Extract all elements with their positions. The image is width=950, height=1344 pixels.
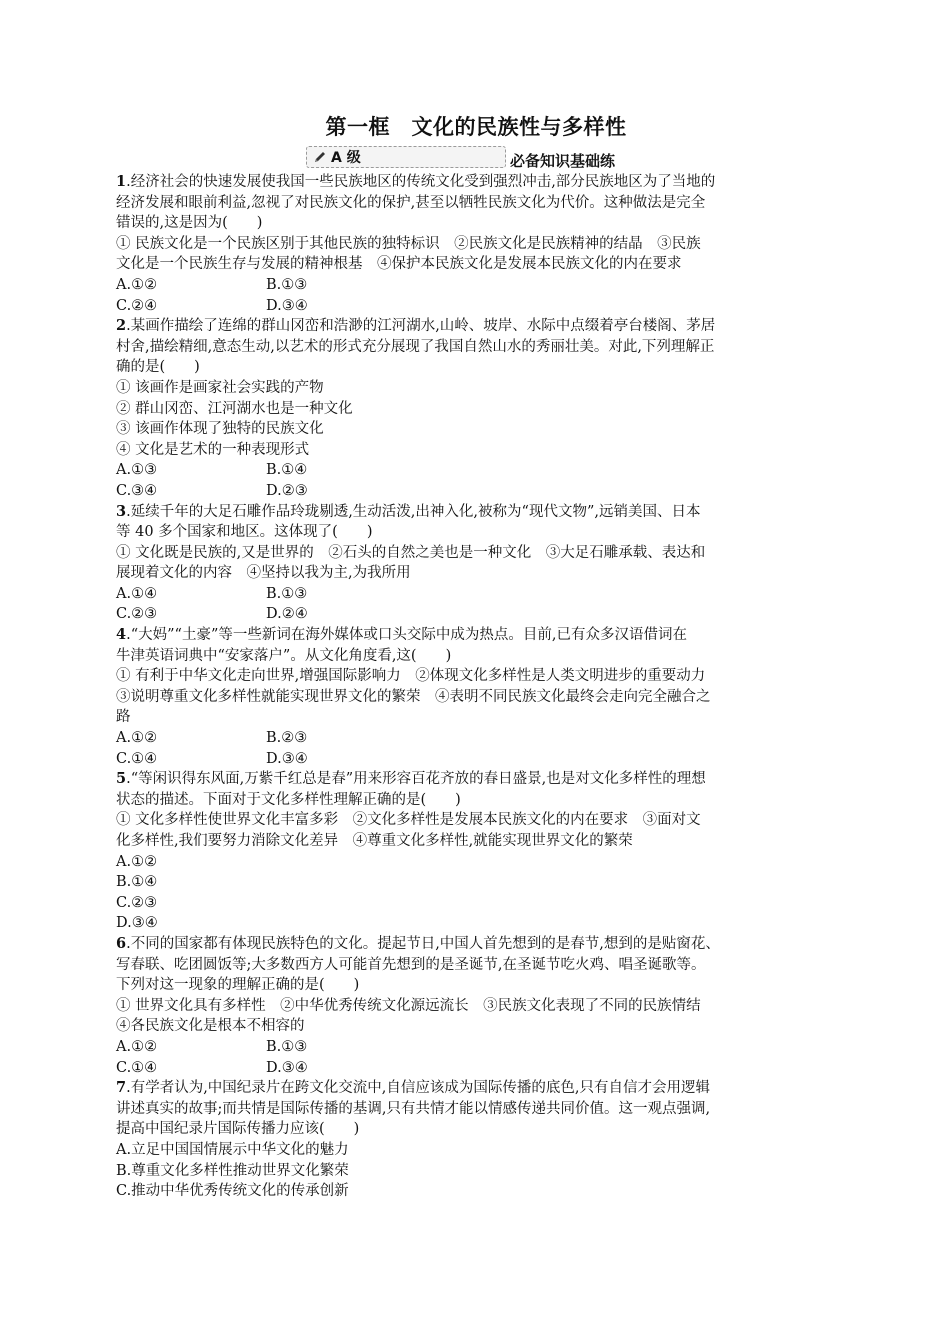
worksheet-page (116, 112, 836, 1202)
question-line (116, 769, 836, 790)
answer-option[interactable]: B.①③ (266, 276, 308, 293)
answer-options-row (116, 460, 836, 481)
question-number: 6 (116, 934, 127, 952)
answer-options-row (116, 1161, 836, 1182)
answer-option[interactable]: B.尊重文化多样性推动世界文化繁荣 (116, 1162, 349, 1179)
question-text: .经济社会的快速发展使我国一些民族地区的传统文化受到强烈冲击,部分民族地区为了当地的 (126, 174, 716, 190)
answer-option[interactable]: B.①④ (266, 462, 308, 479)
answer-option[interactable]: D.③④ (266, 750, 308, 767)
question-text: 状态的描述。下面对于文化多样性理解正确的是( ) (116, 791, 461, 808)
question-text: 村舍,描绘精细,意态生动,以艺术的形式充分展现了我国自然山水的秀丽壮美。对此,下列理解正 (116, 338, 715, 355)
answer-option[interactable]: C.①④ (116, 750, 158, 767)
question-line (116, 378, 836, 399)
question-line (116, 955, 836, 976)
question-line (116, 419, 836, 440)
question-line (116, 1119, 836, 1140)
question-text: 确的是( ) (116, 359, 200, 376)
question-line (116, 646, 836, 667)
answer-option[interactable]: C.②④ (116, 297, 158, 314)
question-text: .延续千年的大足石雕作品玲珑剔透,生动活泼,出神入化,被称为“现代文物”,远销美国、日本 (126, 503, 701, 520)
answer-options-row (116, 852, 836, 873)
answer-options-row (116, 1058, 836, 1079)
question-text: 牛津英语词典中“安家落户”。从文化角度看,这( ) (116, 647, 452, 664)
question-text: .某画作描绘了连绵的群山冈峦和浩渺的江河湖水,山岭、坡岸、水际中点缀着亭台楼阁、茅居 (126, 318, 716, 335)
question-line (116, 1016, 836, 1037)
question-line (116, 831, 836, 852)
answer-option[interactable]: B.②③ (266, 730, 308, 747)
question-text: 路 (116, 709, 131, 726)
question-text: ① 该画作是画家社会实践的产物 (116, 379, 324, 396)
question-text: 提高中国纪录片国际传播力应该( ) (116, 1121, 360, 1138)
question-line (116, 996, 836, 1017)
answer-option[interactable]: B.①③ (266, 585, 308, 602)
question-text: ② 群山冈峦、江河湖水也是一种文化 (116, 400, 353, 417)
question-text: 写春联、吃团圆饭等;大多数西方人可能首先想到的是圣诞节,在圣诞节吃火鸡、唱圣诞歌等。 (116, 956, 706, 973)
answer-option[interactable]: C.推动中华优秀传统文化的传承创新 (116, 1183, 349, 1200)
question-line (116, 790, 836, 811)
answer-options-row (116, 893, 836, 914)
question-text: 经济发展和眼前利益,忽视了对民族文化的保护,甚至以牺牲民族文化为代价。这种做法是完全 (116, 194, 706, 211)
question-text: 文化是一个民族生存与发展的精神根基 ④保护本民族文化是发展本民族文化的内在要求 (116, 256, 682, 273)
level-badge-label: A 级 (331, 150, 361, 166)
question-line (116, 357, 836, 378)
question-text: ④各民族文化是根本不相容的 (116, 1018, 305, 1035)
question-7 (116, 1078, 836, 1202)
level-badge (306, 146, 506, 168)
question-number: 2 (116, 317, 127, 335)
question-text: ① 有利于中华文化走向世界,增强国际影响力 ②体现文化多样性是人类文明进步的重要动力 (116, 668, 706, 685)
question-line (116, 234, 836, 255)
question-text: 错误的,这是因为( ) (116, 215, 263, 232)
answer-option[interactable]: C.①④ (116, 1059, 158, 1076)
answer-options-row (116, 584, 836, 605)
question-2 (116, 316, 836, 501)
question-text: ③ 该画作体现了独特的民族文化 (116, 421, 324, 438)
answer-option[interactable]: D.③④ (116, 915, 158, 932)
question-line (116, 687, 836, 708)
section-header (116, 144, 836, 170)
answer-option[interactable]: A.①③ (116, 462, 158, 479)
question-text: .有学者认为,中国纪录片在跨文化交流中,自信应该成为国际传播的底色,只有自信才会用逻辑 (126, 1080, 711, 1097)
question-text: 化多样性,我们要努力消除文化差异 ④尊重文化多样性,就能实现世界文化的繁荣 (116, 833, 633, 849)
question-number: 3 (116, 502, 127, 520)
question-line (116, 543, 836, 564)
question-line (116, 625, 836, 646)
question-text: 等 40 多个国家和地区。这体现了( ) (116, 524, 373, 541)
question-line (116, 172, 836, 193)
question-line (116, 193, 836, 214)
page-title: 第一框 文化的民族性与多样性 (325, 115, 627, 139)
answer-option[interactable]: B.①④ (116, 874, 158, 891)
question-3 (116, 502, 836, 626)
answer-option[interactable]: C.②③ (116, 606, 158, 623)
question-line (116, 666, 836, 687)
question-line (116, 810, 836, 831)
question-text: ① 民族文化是一个民族区别于其他民族的独特标识 ②民族文化是民族精神的结晶 ③民族 (116, 235, 701, 252)
answer-options-row (116, 275, 836, 296)
question-5 (116, 769, 836, 934)
question-line (116, 707, 836, 728)
question-text: ④ 文化是艺术的一种表现形式 (116, 441, 310, 458)
question-line (116, 1078, 836, 1099)
question-text: .“大妈”“土豪”等一些新词在海外媒体或口头交际中成为热点。目前,已有众多汉语借词在 (126, 627, 687, 644)
question-line (116, 337, 836, 358)
question-line (116, 975, 836, 996)
answer-options-row (116, 296, 836, 317)
question-line (116, 254, 836, 275)
question-1 (116, 172, 836, 316)
question-text: ③说明尊重文化多样性就能实现世界文化的繁荣 ④表明不同民族文化最终会走向完全融合之 (116, 688, 711, 705)
question-line (116, 399, 836, 420)
question-line (116, 563, 836, 584)
question-text: ① 文化既是民族的,又是世界的 ②石头的自然之美也是一种文化 ③大足石雕承载、表达和 (116, 544, 706, 561)
answer-options-row (116, 604, 836, 625)
answer-options-row (116, 481, 836, 502)
question-line (116, 213, 836, 234)
answer-options-row (116, 1037, 836, 1058)
question-text: 下列对这一现象的理解正确的是( ) (116, 977, 360, 994)
question-line (116, 502, 836, 523)
question-number: 7 (116, 1079, 127, 1097)
question-line (116, 934, 836, 955)
answer-option[interactable]: D.③④ (266, 1059, 308, 1076)
answer-options-row (116, 872, 836, 893)
question-text: .不同的国家都有体现民族特色的文化。提起节日,中国人首先想到的是春节,想到的是贴窗花、 (126, 935, 720, 952)
question-text: ① 文化多样性使世界文化丰富多彩 ②文化多样性是发展本民族文化的内在要求 ③面对文 (116, 812, 701, 829)
answer-options-row (116, 1181, 836, 1202)
question-line (116, 522, 836, 543)
answer-option[interactable]: A.①② (116, 730, 158, 747)
question-6 (116, 934, 836, 1078)
answer-option[interactable]: B.①③ (266, 1038, 308, 1055)
answer-option[interactable]: D.③④ (266, 297, 308, 314)
answer-option[interactable]: C.②③ (116, 894, 158, 911)
question-line (116, 316, 836, 337)
answer-options-row (116, 913, 836, 934)
answer-option[interactable]: A.①② (116, 853, 158, 870)
answer-options-row (116, 749, 836, 770)
question-text: .“等闲识得东风面,万紫千红总是春”用来形容百花齐放的春日盛景,也是对文化多样性的理想 (126, 771, 706, 788)
section-subtitle: 必备知识基础练 (510, 152, 616, 170)
answer-option[interactable]: A.①② (116, 1038, 158, 1055)
question-number: 4 (116, 626, 127, 644)
question-line (116, 440, 836, 461)
answer-option[interactable]: A.立足中国国情展示中华文化的魅力 (116, 1141, 349, 1158)
answer-option[interactable]: A.①② (116, 276, 158, 293)
question-line (116, 1099, 836, 1120)
question-text: ① 世界文化具有多样性 ②中华优秀传统文化源远流长 ③民族文化表现了不同的民族情结 (116, 997, 701, 1014)
answer-options-row (116, 728, 836, 749)
question-4 (116, 625, 836, 769)
answer-option[interactable]: C.③④ (116, 482, 158, 499)
question-list (116, 172, 836, 1202)
answer-option[interactable]: A.①④ (116, 585, 158, 602)
pencil-icon (313, 150, 327, 164)
question-number: 1 (116, 173, 127, 190)
answer-option[interactable]: D.②④ (266, 606, 308, 623)
question-text: 展现着文化的内容 ④坚持以我为主,为我所用 (116, 565, 411, 582)
question-text: 讲述真实的故事;而共情是国际传播的基调,只有共情才能以情感传递共同价值。这一观点强调, (116, 1100, 711, 1117)
answer-option[interactable]: D.②③ (266, 482, 308, 499)
question-number: 5 (116, 770, 127, 788)
answer-options-row (116, 1140, 836, 1161)
